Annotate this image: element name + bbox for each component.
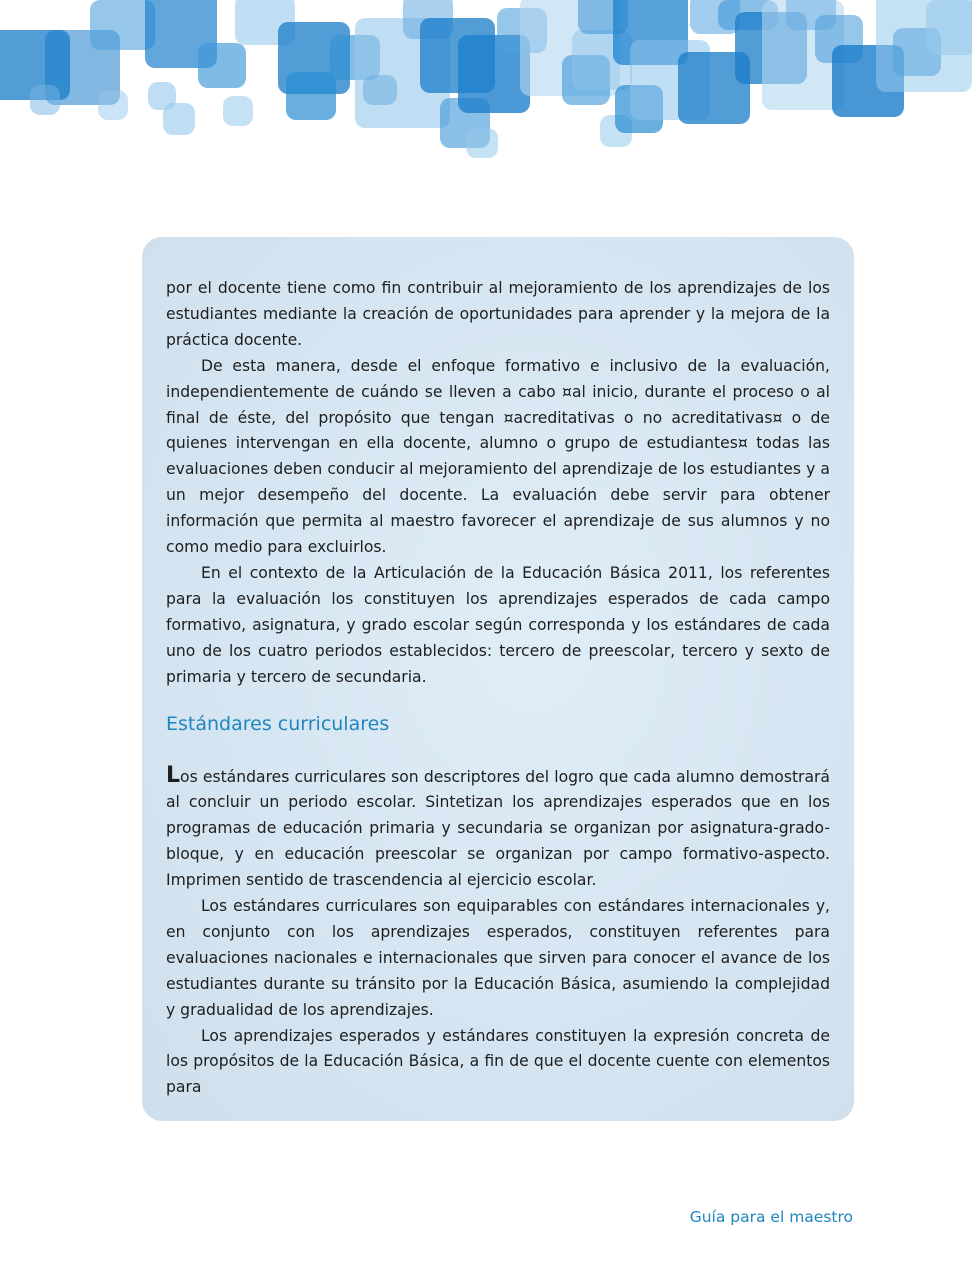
paragraph: Los estándares curriculares son equiparables con estándares internacionales y, en conjunto con los aprendizajes esperados, constituyen referentes para evaluaciones nacionales e internacionales que sirven para conocer el avance de los estudiantes durante su tránsito por la Educación Básica, asumiendo la complejidad y gradualidad de los aprendizajes.: [166, 897, 830, 1019]
paragraph: En el contexto de la Articulación de la Educación Básica 2011, los referentes para la evaluación los constituyen los aprendizajes esperados de cada campo formativo, asignatura, y grado escolar según corresponda y los estándares de cada uno de los cuatro periodos establecidos: tercero de preescolar, tercero y sexto de primaria y tercero de secundaria.: [166, 563, 830, 686]
paragraph: De esta manera, desde el enfoque formativo e inclusivo de la evaluación, independientemente de cuándo se lleven a cabo ¤al inicio, durante el proceso o al final de éste, del propósito que tengan ¤acreditativas o no acreditativas¤ o de quienes intervengan en ella docente, alumno o grupo de estudiantes¤ todas las evaluaciones deben conducir al mejoramiento del aprendizaje de los estudiantes y a un mejor desempeño del docente. La evaluación debe servir para obtener información que permita al maestro favorecer el aprendizaje de sus alumnos y no como medio para excluirlos.: [166, 356, 830, 557]
decorative-banner: [0, 0, 972, 165]
document-body: [166, 276, 830, 1101]
paragraph: por el docente tiene como fin contribuir al mejoramiento de los aprendizajes de los estudiantes mediante la creación de oportunidades para aprender y la mejora de la práctica docente.: [166, 279, 830, 349]
section-heading: Estándares curriculares: [166, 712, 390, 735]
paragraph-text: os estándares curriculares son descriptores del logro que cada alumno demostrará al concluir un periodo escolar. Sintetizan los aprendizajes esperados que en los programas de educación primaria y secundaria se organizan por asignatura-grado-bloque, y en educación preescolar se organizan por campo formativo-aspecto. Imprimen sentido de trascendencia al ejercicio escolar.: [166, 767, 830, 890]
section-first-paragraph: [166, 763, 830, 895]
paragraph: Los aprendizajes esperados y estándares constituyen la expresión concreta de los propósitos de la Educación Básica, a fin de que el docente cuente con elementos para: [166, 1026, 830, 1097]
drop-cap: L: [166, 762, 181, 788]
footer-label: Guía para el maestro: [689, 1208, 853, 1226]
